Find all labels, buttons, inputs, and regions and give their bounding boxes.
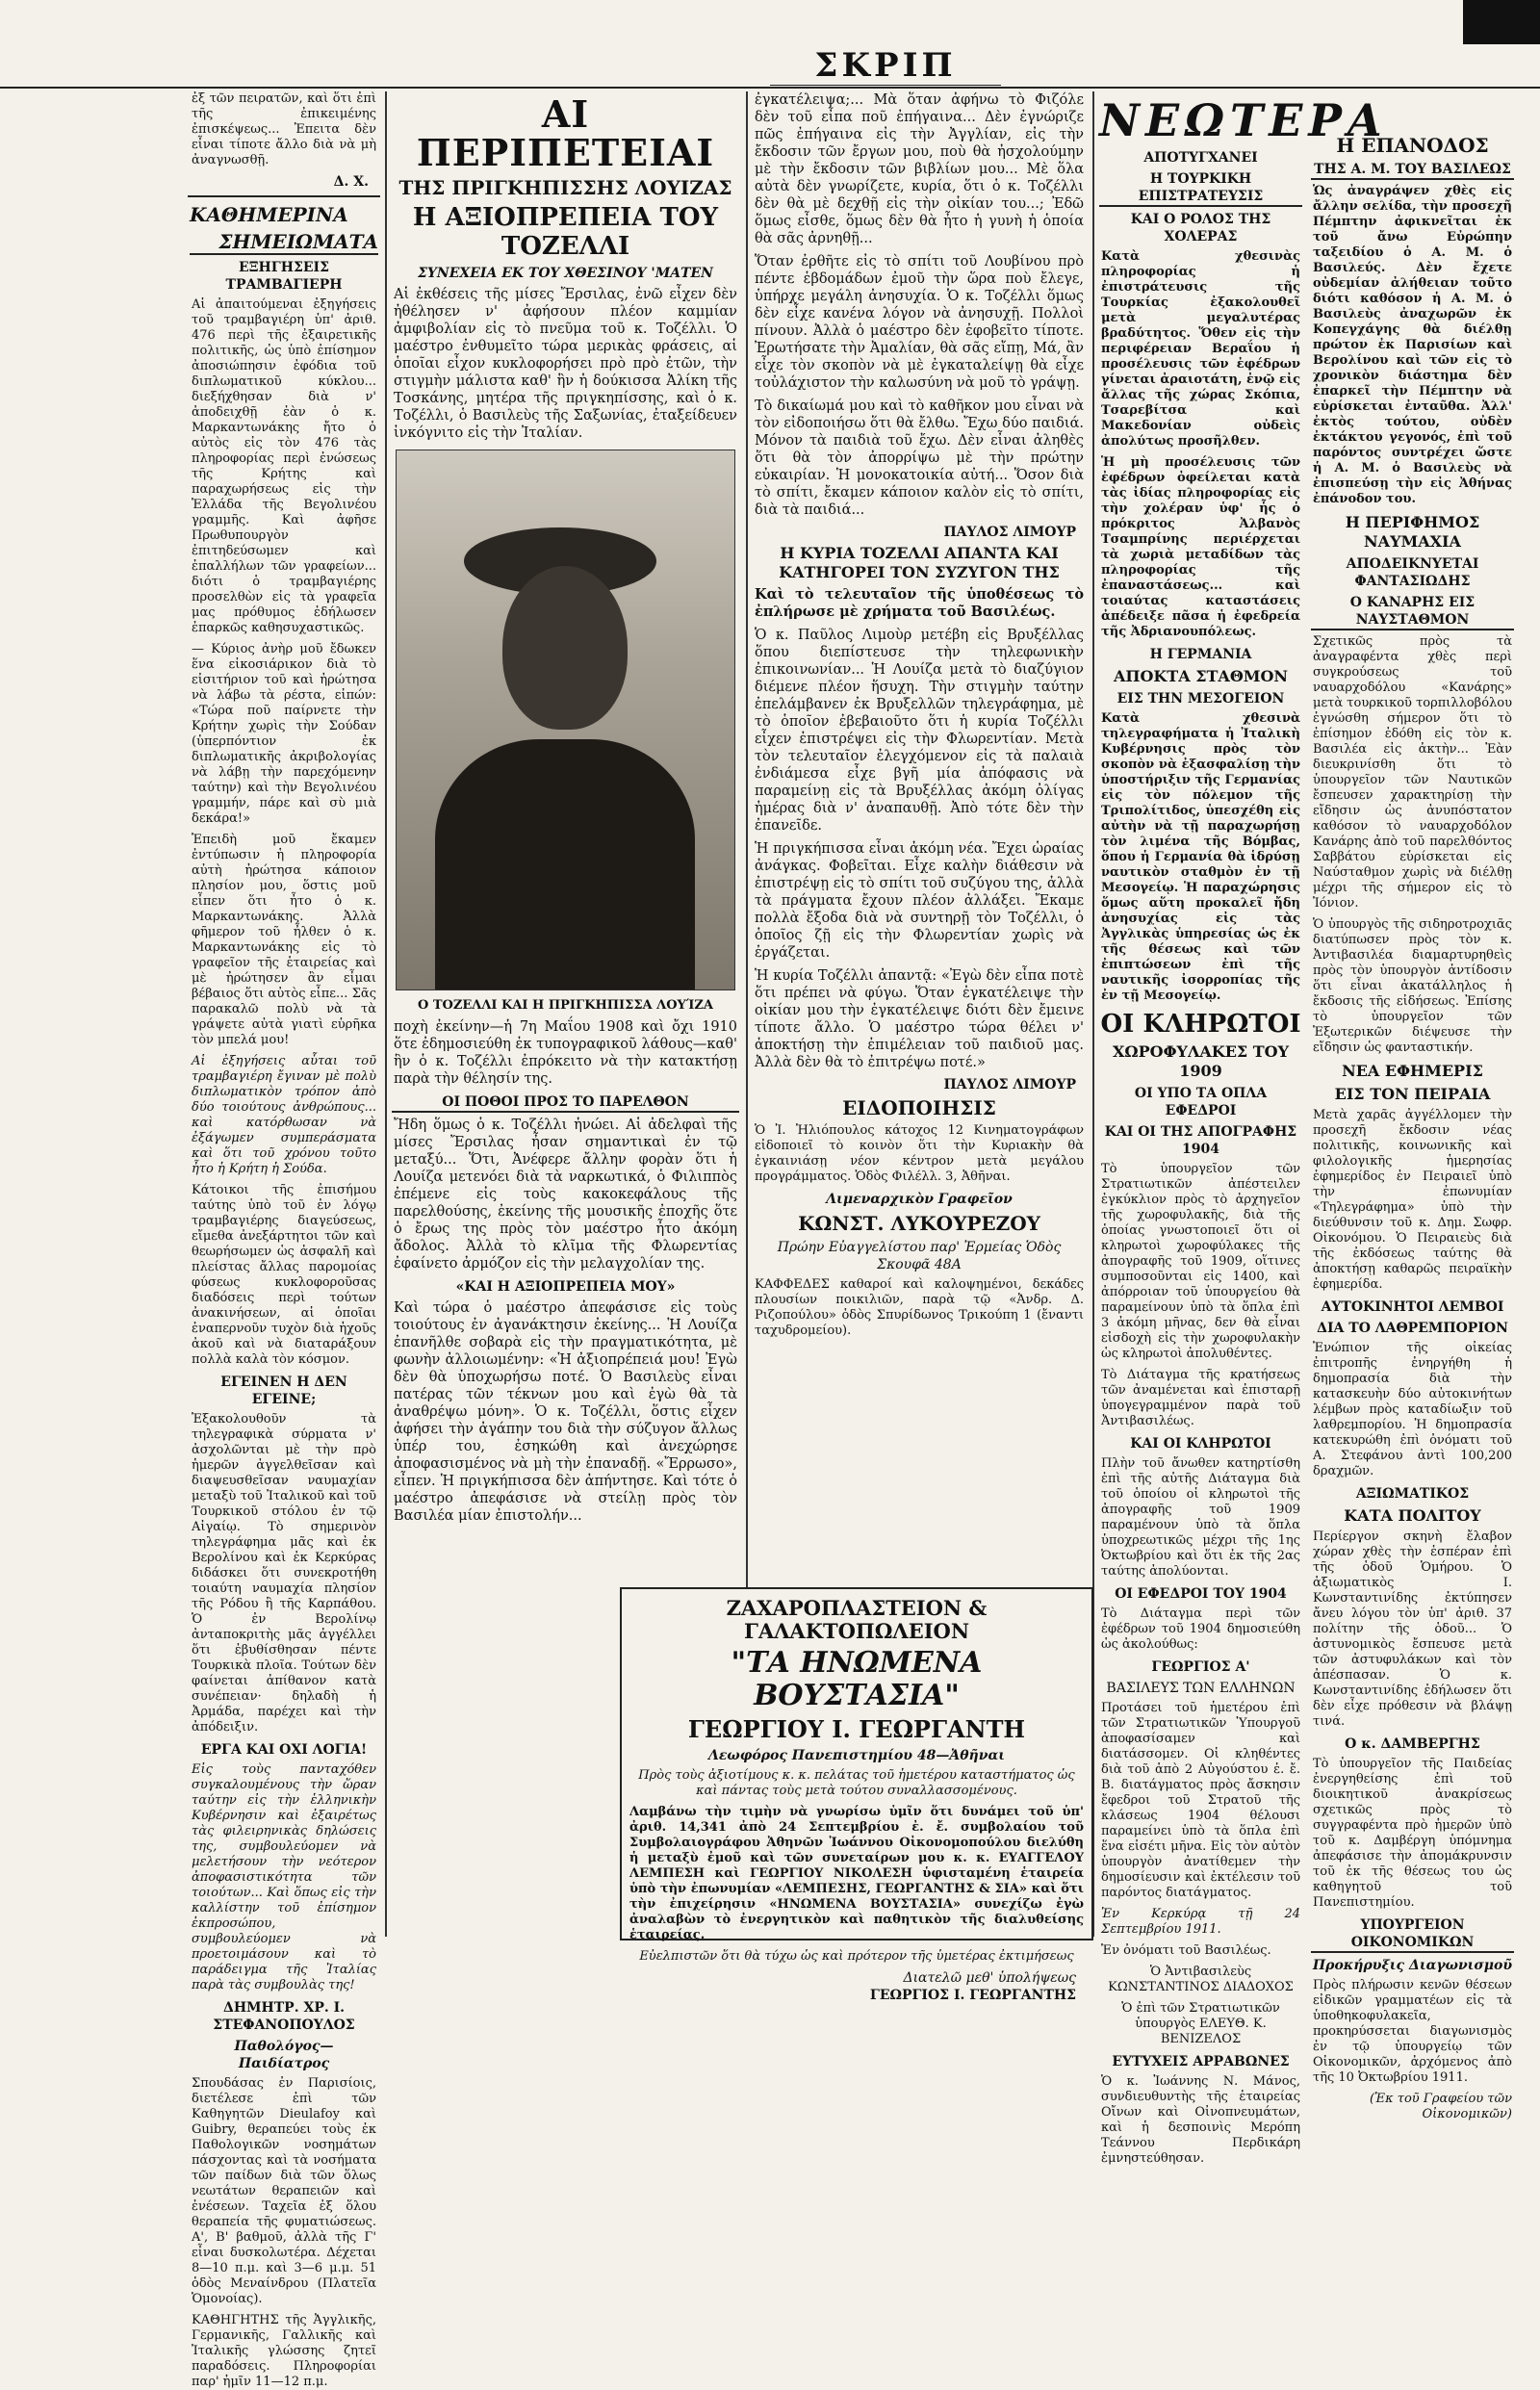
decree-king: ΓΕΩΡΓΙΟΣ Α' bbox=[1151, 1659, 1250, 1675]
column-1 bbox=[188, 91, 380, 2389]
ad-doctor-specialty: Παθολόγος—Παιδίατρος bbox=[234, 2039, 334, 2071]
byline: ΠΑΥΛΟΣ ΛΙΜΟΥΡ bbox=[943, 1077, 1076, 1092]
article-text: Τὸ δικαίωμά μου καὶ τὸ καθῆκον μου εἶναι νὰ τὸν εἰδοποιήσω ὅτι θὰ ἔλθω. Ἔχω δύο παιδιά. Μόνον τὰ παιδιὰ τοῦ ἔχω. Δὲν εἶναι ἀληθὲς ὅτι θὰ τὸν ἀπορρίψω μὲ τὴν πρώτην εὐκαιρίαν. Ἡ μονοκατοικία αὐτή... Ὅσον διὰ τὸ σπίτι, ἔκαμεν κάποιον καλὸν εἰς τὸ σπίτι, διὰ τὰ παιδιά... bbox=[755, 398, 1084, 518]
article-text: — Κύριος ἀνὴρ μοῦ ἔδωκεν ἕνα εἰκοσιάρικον διὰ τὸ εἰσιτήριον τοῦ καὶ ἠρώτησα νὰ λάβω τὰ ρέστα, εἰπών: «Τώρα ποῦ παίρνετε τὴν Κρήτην χωρὶς τὴν Σούδαν (ὑπερπόντιον ἐκ διπλωματικῆς ἀκριβολογίας νὰ λάβῃ τὴν παρεχόμενην ταύτην) καὶ τὴν Βεγολινέου γραμμήν, πάρε καὶ σὺ μιὰ δεκάρα!» bbox=[192, 642, 376, 826]
article-text: Αἱ ἐξηγήσεις αὗται τοῦ τραμβαγιέρη ἔγιναν μὲ πολὺ διπλωματικὸν τρόπον ἀπὸ δύο τοιούτους ἀνθρώπους... καὶ κατόρθωσαν νὰ ἐξάγωμεν συμπεράσματα καὶ ὅτι τοῦ χρόνου τοῦτο ἦτο ἡ Κρήτη ἡ Σούδα. bbox=[192, 1054, 376, 1176]
ad-doctor-name: ΔΗΜΗΤΡ. ΧΡ. Ι. ΣΤΕΦΑΝΟΠΟΥΛΟΣ bbox=[213, 2000, 355, 2033]
article-text: Ἐπειδὴ μοῦ ἔκαμεν ἐντύπωσιν ἡ πληροφορία αὐτὴ ἠρώτησα κάποιον πλησίον μου, ὅστις μοῦ εἶπεν ὅτι ἦτο ὁ κ. Μαρκαντωνάκης. Ἀλλὰ φῆμερον τοῦ ἦλθεν ὁ κ. Μαρκαντωνάκης εἰς τὸ γραφεῖον τῆς ἑταιρείας καὶ μὲ ἠρώτησεν ἂν εἶμαι βέβαιος ὅτι αὐτὸς εἶπε... Σᾶς παρακαλῶ πολὺ νὰ τὰ γράψετε αὐτὰ γιατὶ εὑρῆκα τὸν μπελά μου! bbox=[192, 833, 376, 1047]
article-source: (Ἐκ τοῦ Γραφείου τῶν Οἰκονομικῶν) bbox=[1369, 2092, 1512, 2121]
column-4 bbox=[1097, 91, 1388, 2166]
article-text: Κάτοικοι τῆς ἐπισήμου ταύτης ὑπὸ τοῦ ἐν λόγῳ τραμβαγιέρης διαγεύσεως, εἴμεθα ἀνεξάρτητοι τῶν καὶ θεωρήσωμεν ὡς ἀσφαλῆ καὶ πλείστας ἄλλας παρομοίας φύσεως κυκλοφοροῦσας διαδόσεις περὶ τούτων ἀνακινήσεων, αἱ ὁποῖαι ἐναπερνοῦν τυχὸν διὰ ἠχοῦς ἀκοῦ καὶ νὰ διαταράξουν πολλὰ καλὰ τὸν κόσμον. bbox=[192, 1183, 376, 1367]
article-text: Ἡ πριγκήπισσα εἶναι ἀκόμη νέα. Ἔχει ὡραίας ἀνάγκας. Φοβεῖται. Εἶχε καλὴν διάθεσιν νὰ ἐπιστρέψῃ εἰς τὸ σπίτι τοῦ συζύγου της, ἀλλὰ τὰ πράγματα ἔχουν πλέον ἀλλάξει. Ἔκαμε πολλὰ ἔξοδα διὰ νὰ συντηρῇ τὸν Τοζέλλι, ὁ ὁποῖος ζῇ εἰς τὴν Φλωρεντίαν χωρὶς νὰ ἐργάζεται. bbox=[755, 841, 1084, 961]
article-heading: Η ΓΕΡΜΑΝΙΑ bbox=[1149, 647, 1252, 662]
article-text: Τὸ Διάταγμα τῆς κρατήσεως τῶν ἀναμένεται καὶ ἐπισταρῇ ὑπογεγραμμένον παρὰ τοῦ Ἀντιβασιλέως. bbox=[1101, 1368, 1300, 1428]
article-heading: ΕΙΣ ΤΟΝ ΠΕΙΡΑΙΑ bbox=[1334, 1085, 1491, 1103]
column-rule bbox=[385, 91, 387, 1937]
decree-date: Ἐν Κερκύρᾳ τῇ 24 Σεπτεμβρίου 1911. bbox=[1101, 1907, 1300, 1937]
decree-king-title: ΒΑΣΙΛΕΥΣ ΤΩΝ ΕΛΛΗΝΩΝ bbox=[1106, 1681, 1296, 1696]
article-text: Ὁ κ. Ἰωάννης Ν. Μάνος, συνδιευθυντὴς τῆς ἑταιρείας Οἴνων καὶ Οἰνοπνευμάτων, καὶ ἡ δεσποινὶς Μερόπη Τεάννου Περδικάρη ἐμνηστεύθησαν. bbox=[1101, 2074, 1300, 2166]
article-heading: ΤΗΣ Α. Μ. ΤΟΥ ΒΑΣΙΛΕΩΣ bbox=[1311, 161, 1514, 180]
divider bbox=[188, 195, 380, 197]
article-heading: ΝΕΑ ΕΦΗΜΕΡΙΣ bbox=[1342, 1062, 1483, 1080]
article-heading: ΕΓΕΙΝΕΝ Η ΔΕΝ ΕΓΕΙΝΕ; bbox=[220, 1375, 347, 1407]
article-heading: ΑΥΤΟΚΙΝΗΤΟΙ ΛΕΜΒΟΙ bbox=[1321, 1299, 1504, 1315]
continuation-note: ΣΥΝΕΧΕΙΑ ΕΚ ΤΟΥ ΧΘΕΣΙΝΟΥ 'ΜΑΤΕΝ bbox=[418, 266, 713, 281]
article-text: Ἤδη ὅμως ὁ κ. Τοζέλλι ἠνώει. Αἱ ἀδελφαὶ τῆς μίσες Ἔρσιλας ἦσαν σημαντικαὶ ἐν τῷ μεταξύ... Ὅτι, Ἀνέφερε ἄλλην φορὰν ὅτι ἡ Λουίζα μετενόει διὰ τὰ ναρκωτικά, ὁ Φιλιππὸς ἐπέμενε εἰς τοὺς κακοκεφάλους τῆς παρελθούσης, ἐκείνης τῆς μουσικῆς ἐποχῆς ὅτε ὁ ἔρως της πρὸς τὸν μαέστρο ἦτο ἀκόμη ἄδολος. Ἀλλὰ τὸ κλῖμα τῆς Φλωρεντίας ἐφαίνετο ἀρμόζον εἰς τὴν μελαγχολίαν της. bbox=[394, 1118, 737, 1272]
notice-title: ΕΙΔΟΠΟΙΗΣΙΣ bbox=[842, 1096, 996, 1119]
ad-doctor-text: Σπουδάσας ἐν Παρισίοις, διετέλεσε ἐπὶ τῶν Καθηγητῶν Dieulafoy καὶ Guibry, θεραπεύει τοὺς ἐκ Παθολογικῶν νοσημάτων πάσχοντας καὶ τὰ νοσήματα τῶν παίδων διὰ τῶν ὅλως νεωτάτων θεραπειῶν καὶ ἐνέσεων. Ταχεῖα ἐξ ὅλου θεραπεία τῆς φυματιώσεως. Α', Β' βαθμοῦ, ἀλλὰ τῆς Γ' εἶναι δυσκολωτέρα. Δέχεται 8—10 π.μ. καὶ 3—6 μ.μ. 51 ὁδὸς Μεναίνδρου (Πλατεῖα Ὁμονοίας). bbox=[192, 2076, 376, 2306]
article-text: Περίεργον σκηνὴ ἔλαβον χώραν χθὲς τὴν ἑσπέραν ἐπὶ τῆς ὁδοῦ Ὁμήρου. Ὁ ἀξιωματικὸς Ι. Κωνσταντινίδης ἐκτύπησεν ἄνευ λόγου τὸν ὑπ' ἀριθ. 37 πολίτην τῆς ὁδοῦ... Ὁ ἀστυνομικὸς ἔσπευσε μετὰ τῶν ἀστυφυλάκων καὶ τὸν ἀπέσπασαν. Ὁ κ. Κωνσταντινίδης ἐδήλωσεν ὅτι δὲν εἶχε πρόθεσιν νὰ βλάψῃ τινά. bbox=[1313, 1529, 1512, 1729]
ad-sign-pre: Διατελῶ μεθ' ὑπολήψεως bbox=[903, 1970, 1076, 1986]
article-heading: Ο κ. ΔΑΜΒΕΡΓΗΣ bbox=[1345, 1736, 1480, 1752]
photo-body-shape bbox=[435, 739, 695, 989]
photo-head-shape bbox=[502, 566, 628, 730]
article-heading: ΕΙΣ ΤΗΝ ΜΕΣΟΓΕΙΟΝ bbox=[1116, 691, 1285, 707]
article-text: Αἱ ἀπαιτούμεναι ἐξηγήσεις τοῦ τραμβαγιέρη ὑπ' ἀριθ. 476 περὶ τῆς ἐξαιρετικῆς πολιτικῆς, ὡς ὑπὸ ἐπίσημον ἀποσιώπησιν ἐφόδια τοῦ διπλωματικοῦ κύκλου... διεξήχθησαν διὰ ν' ἀποδειχθῇ ἐὰν ὁ κ. Μαρκαντωνάκης ἤτο ὁ αὐτὸς εἰς τὸν 476 τὰς πληροφορίας περὶ ἐνώσεως τῆς Κρήτης καὶ παραχωρήσεως εἰς τὴν Ἑλλάδα τῆς Βεγολινέου γραμμῆς. Καὶ ἀφῆσε Πρωθυπουργὸν ἐπιτηδεύσωμεν καὶ ἐπαλλήλων τῶν γραφείων... διότι ὁ τραμβαγιέρης προσελθὼν εἰς τὰ γραφεῖα μας πρόθυμος ἐδήλωσεν ἐπαρκῶς καθησυχαστικῶς. bbox=[192, 297, 376, 635]
article-text: Ὡς ἀναγράψεν χθὲς εἰς ἄλλην σελίδα, τὴν προσεχῆ Πέμπτην ἀφικνεῖται ἐκ τοῦ ἄνω Εὐρώπην ταξειδίου ὁ Α. Μ. ὁ Βασιλεύς. Δὲν ἔχετε οὐδεμίαν ἀλήθειαν τοῦτο διότι καθόσον ἡ Α. Μ. ὁ Βασιλεὺς ἀναχωρῶν ἐκ Κοπεγχάγης θὰ διέλθῃ πρώτον ἐκ Παρισίων καὶ Βερολίνου καὶ τῶν εἰς τὸ χρονικὸν διάστημα δὲν ἐπαρκεῖ τὴν Πέμπτην νὰ εὑρίσκεται ἐνταῦθα. Ἀλλ' ἐκτὸς τούτου, οὐδὲν ἐκτάκτου γεγονός, ἐπὶ τοῦ παρόντος συντρέχει ὥστε ἡ Α. Μ. ὁ Βασιλεὺς νὰ ἐπισπεύσῃ τὴν εἰς Ἀθήνας ἐπάνοδον του. bbox=[1313, 184, 1512, 506]
article-heading: ΑΠΟΤΥΓΧΑΝΕΙ bbox=[1143, 150, 1258, 166]
headline-sub: ΤΗΣ ΠΡΙΓΚΗΠΙΣΣΗΣ ΛΟΥΙΖΑΣ bbox=[398, 176, 732, 199]
article-text: ποχὴ ἐκείνην—ἡ 7η Μαΐου 1908 καὶ ὄχι 1910 ὅτε ἐδημοσιεύθη ἐκ τυπογραφικοῦ λάθους—καθ' ἣν ὁ κ. Τοζέλλι ἐπρόκειτο νὰ τὴν κατακτήσῃ παρὰ τὴν θέλησίν της. bbox=[394, 1019, 737, 1087]
coffee-ad: ΚΑΦΦΕΔΕΣ καθαροί καὶ καλοψημένοι, δεκάδες πλουσίων ποικιλιῶν, παρὰ τῷ «Ἀνδρ. Δ. Ριζοπούλου» ὁδὸς Σπυρίδωνος Τρικούπη 1 (ἔναντι ταχυδρομείου). bbox=[755, 1277, 1084, 1338]
newspaper-title: ΣΚΡΙΠ bbox=[770, 46, 1001, 88]
ad-owner: ΓΕΩΡΓΙΟΥ Ι. ΓΕΩΡΓΑΝΤΗ bbox=[687, 1715, 1026, 1743]
article-text: Καὶ τώρα ὁ μαέστρο ἀπεφάσισε εἰς τοὺς τοιούτους ἐν ἀγανάκτησιν ἐκείνης... Ἡ Λουίζα ἐπανῆλθε σοβαρὰ εἰς τὴν πραγματικότητα, μὲ φωνὴν ἀλλοιωμένην: «Ἡ ἀξιοπρέπειά μου! Ἐγὼ δὲν θὰ ὑποχωρήσω ποτέ. Ὁ Βασιλεὺς εἶναι πατέρας τῶν τέκνων μου καὶ ἐγὼ θὰ τὰ ἀναθρέψω μόνη». Ὁ κ. Τοζέλλι, ὅστις εἶχεν ἀφήσει τὴν ἀγάπην του διὰ τὴν σύζυγον ἄλλως ὑπέρ του, ἐσηκώθη καὶ ἀνεχώρησε ἀποφασισμένος νὰ μὴ τὴν ἐπαναδῇ. «Ἔρρωσο», εἶπεν. Ἡ πριγκήπισσα δὲν ἀπήντησε. Καὶ τότε ὁ μαέστρο ἀπεφάσισε νὰ στείλῃ πρὸς τὸν Βασιλέα μίαν ἐπιστολήν... bbox=[394, 1300, 737, 1524]
article-text: Πλὴν τοῦ ἄνωθεν κατηρτίσθη ἐπὶ τῆς αὐτῆς Διάταγμα διὰ τοῦ ὁποίου οἱ κληρωτοὶ τῆς ἀπογραφῆς τοῦ 1909 παραμένουν ὑπὸ τὰ ὅπλα ὑποχρεωτικῶς μέχρι τῆς 1ης Ὀκτωβρίου καὶ ὅτι ἐκ τῆς 2ας ταύτης ἀπολύονται. bbox=[1101, 1456, 1300, 1579]
column-3 bbox=[751, 91, 1088, 1580]
article-heading: ΥΠΟΥΡΓΕΙΟΝ ΟΙΚΟΝΟΜΙΚΩΝ bbox=[1311, 1916, 1514, 1953]
article-heading: ΧΩΡΟΦΥΛΑΚΕΣ ΤΟΥ 1909 bbox=[1112, 1042, 1290, 1080]
ad-shop-name: "ΤΑ ΗΝΩΜΕΝΑ ΒΟΥΣΤΑΣΙΑ" bbox=[731, 1646, 983, 1712]
article-text: Τὸ ὑπουργεῖον τῶν Στρατιωτικῶν ἀπέστειλεν ἐγκύκλιον πρὸς τὸ ἀρχηγεῖον τῆς χωροφυλακῆς, διὰ τῆς ὁποίας γνωστοποιεῖ ὅτι οἱ κληρωτοὶ χωροφύλακες τῆς ἀπογραφῆς τοῦ 1909, οἵτινες συμποσοῦνται εἰς 1400, καὶ ἀπόρροιαν τοῦ ὑπουργείου θὰ παραμείνουν ὑπὸ τὰ ὅπλα ἐπὶ 3 ἀκόμη μῆνας, δεν θὰ εἶναι εἰσδοχὴ εἰς τὴν χωροφυλακὴν ὡς κληρωτοὶ ἀπολυθέντες. bbox=[1101, 1162, 1300, 1361]
decree-date-sub: Ἐν ὀνόματι τοῦ Βασιλέως. bbox=[1101, 1943, 1271, 1958]
article-heading: ΚΑΙ Ο ΡΟΛΟΣ ΤΗΣ ΧΟΛΕΡΑΣ bbox=[1130, 212, 1271, 244]
article-heading: ΑΠΟΚΤΑ ΣΤΑΘΜΟΝ bbox=[1113, 667, 1289, 685]
article-text: Σχετικῶς πρὸς τὰ ἀναγραφέντα χθὲς περὶ συγκρούσεως τοῦ ναυαρχοδόλου «Κανάρης» μετὰ τουρκικοῦ τορπιλλοβόλου ἐγνώσθη σήμερον ὅτι τὸ ἐπίσημον ἐδόθη εἰς τὸν κ. Βασιλέα εἰς ἀκτὴν... Ἐὰν διευκρινίσθη ὅτι τὸ ὑπουργεῖον τῶν Ναυτικῶν ἔσπευσεν χαρακτηρίσῃ τὴν εἴδησιν ὡς ἀνυπόστατον καθόσον τὸ ναυαρχοδόλον Κανάρης ἀπὸ τοῦ παρελθόντος Σαββάτου εὑρίσκεται εἰς Ναύσταθμον χωρὶς νὰ διέλθῃ μέχρι τῆς σήμερον εἰς τὸ Ἰόνιον. bbox=[1313, 634, 1512, 911]
article-heading: ΟΙ ΚΛΗΡΩΤΟΙ bbox=[1100, 1010, 1301, 1039]
byline: ΠΑΥΛΟΣ ΛΙΜΟΥΡ bbox=[943, 525, 1076, 540]
article-text: Εἰς τοὺς πανταχόθεν συγκαλουμένους τὴν ὥραν ταύτην εἰς τὴν ἑλληνικὴν Κυβέρνησιν καὶ ἐξαιρέτως τὰς φιλειρηνικὰς δηλώσεις της, συμβουλεύομεν νὰ μελετήσουν τὴν νεότερον ἀποφασιστικότητα τῶν τοιούτων... Καὶ ὅπως εἰς τὴν καλλίστην τοῦ ἐπίσημον ἐκπροσώπου, συμβουλεύομεν νὰ προετοιμάσουν καὶ τὸ παράδειγμα τῆς Ἰταλίας παρὰ τὰς συμβουλὰς της! bbox=[192, 1762, 376, 1992]
article-text: Ὅταν ἐρθῆτε εἰς τὸ σπίτι τοῦ Λουβίνου πρὸ πέντε ἑβδομάδων ἐμοῦ τὴν ὥρα ποὺ ἔλεγε, ὑπήρχε μεγάλη ἀνησυχία. Ὁ κ. Τοζέλλι ὅμως δὲν εἶχε κανένα λόγον νὰ ἀνησυχῇ. Πολλοὶ πίνουν. Ἀλλὰ ὁ μαέστρο δὲν ἐφοβεῖτο τίποτε. Ἐρωτήσατε τὴν Ἀμαλίαν, θὰ σᾶς εἴπῃ, Μά, ἂν εἶχε τὸν σκοπὸν νὰ μὲ ἐγκαταλείψῃ θὰ εἶχε τοὐλάχιστον τὴν καλωσύνη νὰ μοῦ τὸ γράψῃ. bbox=[755, 254, 1084, 391]
article-heading: ΕΞΗΓΗΣΕΙΣ ΤΡΑΜΒΑΓΙΕΡΗ bbox=[225, 260, 343, 293]
article-text: Ἡ κυρία Τοζέλλι ἀπαντᾷ: «Ἐγὼ δὲν εἶπα ποτὲ ὅτι πρέπει νὰ φύγω. Ὅταν ἐγκατέλειψε τὴν οἰκίαν μου τὴν ἐγκατέλειψε διότι δὲν ἔμεινε τίποτε ἄλλο. Ὁ μαέστρο τώρα θέλει ν' ἀποκτήσῃ τὴν ἐπιμέλειαν τοῦ παιδιοῦ μας. Ἀλλὰ δὲν θὰ τὸ ἐπιτρέψω ποτέ.» bbox=[755, 968, 1084, 1070]
spacer bbox=[1309, 91, 1516, 130]
article-text: Πρὸς πλήρωσιν κενῶν θέσεων εἰδικῶν γραμματέων εἰς τὰ ὑποθηκοφυλακεῖα, προκηρύσσεται διαγωνισμὸς ἐν τῷ ὑπουργείῳ τῶν Οἰκονομικῶν, ἀρχόμενος ἀπὸ τῆς 10 Ὀκτωβρίου 1911. bbox=[1313, 1978, 1512, 2085]
article-text: Ὁ κ. Παῦλος Λιμοὺρ μετέβη εἰς Βρυξέλλας ὅπου διεπίστευσε τὴν τηλεφωνικὴν ἐπικοινωνίαν... Ἡ Λουίζα μετὰ τὸ διαζύγιον διέμενε πλέον ἥσυχη. Τὴν στιγμὴν ταύτην ἐπελάμβανεν ἐκ Βρυξελλῶν τηλεγράφημα, μὲ τὸ ὁποῖον ἐβεβαιοῦτο ὅτι ἡ κυρία Τοζέλλι εἶχεν ἐπιστρέψει εἰς τὴν Φλωρεντίαν. Μετὰ τὸν τελευταῖον ἐλεγχόμενον εἰς τὰ παλαιὰ ἐνδιάμεσα εἶχε βγῆ μία ἀπόφασις νὰ παραμείνῃ εἰς τὰ Βρυξέλλας ἀκόμη ὀλίγας ἡμέρας διὰ ν' ἀναπαυθῇ. Ἀπὸ τότε δὲν τὴν ἐπανεῖδε. bbox=[755, 628, 1084, 834]
article-heading: ΕΡΓΑ ΚΑΙ ΟΧΙ ΛΟΓΙΑ! bbox=[200, 1742, 368, 1758]
article-text: Ἐξακολουθοῦν τὰ τηλεγραφικὰ σύρματα ν' ἀσχολῶνται μὲ τὴν πρὸ ἡμερῶν ἀγγελθεῖσαν καὶ διαψευσθεῖσαν ναυμαχίαν μεταξὺ τοῦ Ἰταλικοῦ καὶ τοῦ Τουρκικοῦ στόλου ἐν τῷ Αἰγαίῳ. Τὸ σημερινὸν τηλεγράφημα μᾶς καὶ ἐκ Βερολίνου καὶ ἐκ Κερκύρας διδάσκει ὅτι συνεκροτήθη τοιαύτη ναυμαχία πλησίον τῆς Ρόδου ἢ τῆς Καρπάθου. Ὁ ἐν Βερολίνῳ ἀνταποκριτὴς μᾶς ἀγγέλλει ὅτι ἐβυθίσθησαν πέντε Τουρκικὰ πλοῖα. Τούτων δὲν φαίνεται ἀπίθανον κατὰ συνέπειαν· δηλαδὴ ἡ Ἀρμάδα, παρέχει καὶ τὴν ἀπόδειξιν. bbox=[192, 1412, 376, 1735]
article-heading: ΑΞΙΩΜΑΤΙΚΟΣ bbox=[1355, 1486, 1470, 1502]
article-heading: ΟΙ ΠΟΘΟΙ ΠΡΟΣ ΤΟ ΠΑΡΕΛΘΟΝ bbox=[392, 1093, 739, 1113]
article-heading: ΕΥΤΥΧΕΙΣ ΑΡΡΑΒΩΝΕΣ bbox=[1112, 2054, 1290, 2069]
column-5 bbox=[1309, 91, 1516, 2121]
headline-sub: Η ΑΞΙΟΠΡΕΠΕΙΑ ΤΟΥ ΤΟΖΕΛΛΙ bbox=[412, 203, 719, 261]
office-pretitle: Λιμεναρχικὸν Γραφεῖον bbox=[826, 1192, 1013, 1207]
ad-title: ΖΑΧΑΡΟΠΛΑΣΤΕΙΟΝ & ΓΑΛΑΚΤΟΠΩΛΕΙΟΝ bbox=[726, 1596, 988, 1643]
office-address: Πρώην Εὐαγγελίστου παρ' Ἐρμείας Ὁδὸς Σκουφᾶ 48Α bbox=[777, 1240, 1062, 1272]
ad-closing: Εὐελπιστῶν ὅτι θὰ τύχω ὡς καὶ πρότερον τῆς ὑμετέρας ἐκτιμήσεως bbox=[639, 1949, 1074, 1964]
ad-signature: ΓΕΩΡΓΙΟΣ Ι. ΓΕΩΡΓΑΝΤΗΣ bbox=[869, 1988, 1076, 2003]
section-subtitle: ΣΗΜΕΙΩΜΑΤΑ bbox=[190, 230, 378, 255]
article-heading: Η ΠΕΡΙΦΗΜΟΣ ΝΑΥΜΑΧΙΑ bbox=[1345, 513, 1480, 551]
article-lede: Καὶ τὸ τελευταῖον τῆς ὑποθέσεως τὸ ἐπλήρωσε μὲ χρήματα τοῦ Βασιλέως. bbox=[755, 586, 1084, 620]
intro-signature: Δ. Χ. bbox=[333, 174, 369, 190]
article-heading: «ΚΑΙ Η ΑΞΙΟΠΡΕΠΕΙΑ ΜΟΥ» bbox=[455, 1279, 676, 1295]
article-text: Τὸ ὑπουργεῖον τῆς Παιδείας ἐνεργηθείσης ἐπὶ τοῦ διοικητικοῦ ἀνακρίσεως σχετικῶς πρὸς τὸ συγγραφέντα πρὸ ἡμερῶν ὑπὸ τοῦ κ. Δαμβέργη ὑπόμνημα ἀπεφάσισε τὴν ἀπομάκρυνσιν τοῦ ἐκ τῆς θέσεως του ὡς καθηγητοῦ τοῦ Πανεπιστημίου. bbox=[1313, 1757, 1512, 1910]
article-subheading: Προκήρυξις Διαγωνισμοῦ bbox=[1312, 1958, 1513, 1973]
intro-text: ἐξ τῶν πειρατῶν, καὶ ὅτι ἐπὶ τῆς ἐπικειμένης ἐπισκέψεως... Ἐπειτα δὲν εἶναι τίποτε ἄλλο διὰ νὰ μὴ ἀναγνωσθῇ. bbox=[192, 91, 376, 167]
pastry-shop-ad bbox=[620, 1587, 1093, 2003]
banner-neotera: ΝΕΩΤΕΡΑ bbox=[1099, 94, 1388, 146]
photo-caption: Ο ΤΟΖΕΛΛΙ ΚΑΙ Η ΠΡΙΓΚΗΠΙΣΣΑ ΛΟΥΊΖΑ bbox=[418, 998, 713, 1013]
ad-teacher: ΚΑΘΗΓΗΤΗΣ τῆς Ἀγγλικῆς, Γερμανικῆς, Γαλλικῆς καὶ Ἰταλικῆς γλώσσης ζητεῖ παραδόσεις. Πληροφορίαι παρ' ἡμῖν 11—12 π.μ. bbox=[192, 2313, 376, 2389]
notice-text: Ὁ Ἰ. Ἡλιόπουλος κάτοχος 12 Κινηματογράφων εἰδοποιεῖ τὸ κοινὸν ὅτι τὴν Κυριακὴν θὰ ἐγκαινιάσῃ νέον κέντρον μετὰ μεγάλου προγράμματος. Ὁδὸς Φιλέλλ. 3, Ἀθῆναι. bbox=[755, 1123, 1084, 1184]
section-title: ΚΑΘΗΜΕΡΙΝΑ bbox=[190, 203, 348, 226]
article-heading: ΟΙ ΥΠΟ ΤΑ ΟΠΛΑ ΕΦΕΔΡΟΙ bbox=[1134, 1086, 1268, 1118]
article-heading: Η ΤΟΥΡΚΙΚΗ ΕΠΙΣΤΡΑΤΕΥΣΙΣ bbox=[1099, 170, 1302, 207]
ad-address: Λεωφόρος Πανεπιστημίου 48—Ἀθῆναι bbox=[708, 1748, 1005, 1763]
article-heading: ΑΠΟΔΕΙΚΝΥΕΤΑΙ ΦΑΝΤΑΣΙΩΔΗΣ bbox=[1346, 556, 1479, 589]
article-text: Κατὰ χθεσινὰς πληροφορίας ἡ ἐπιστράτευσις τῆς Τουρκίας ἐξακολουθεῖ μετὰ μεγαλυτέρας βραδύτητος. Ὅθεν εἰς τὴν περιφέρειαν Βεραΐου ἡ προσέλευσις τῶν ἐφέδρων γίνεται ἀραιοτάτη, ἐνῷ εἰς ἄλλας τῆς χώρας Σκόπια, Τσαρεβίτσα καὶ Μακεδονίαν οὐδεὶς ἀπολύτως προσῆλθεν. bbox=[1101, 249, 1300, 449]
article-text: Αἱ ἐκθέσεις τῆς μίσες Ἔρσιλας, ἐνῶ εἶχεν δὲν ἠθέλησεν ν' ἀφήσουν πλέον καμμίαν ἀμφιβολίαν εἰς τὸ πνεῦμα τοῦ κ. Τοζέλλι. Ὁ μαέστρο ἐνθυμεῖτο τώρα μερικὰς φράσεις, αἱ ὁποῖαι εἶχον κυκλοφορήσει πρὸ πρὸ ἐτῶν, τὴν στιγμὴν μάλιστα καθ' ἣν ἡ δούκισσα Ἀλίκη τῆς Τοσκάνης, μητέρα τῆς πριγκηπίσσης, καὶ ὁ κ. Τοζέλλι, ὁ Βασιλεὺς τῆς Σαξωνίας, ἐταξείδευεν ἰνκόγνιτο εἰς τὴν Ἰταλίαν. bbox=[394, 287, 737, 441]
article-heading: ΚΑΙ ΟΙ ΚΛΗΡΩΤΟΙ bbox=[1130, 1436, 1271, 1452]
article-text: Μετὰ χαρᾶς ἀγγέλλομεν τὴν προσεχῆ ἔκδοσιν νέας πολιτικῆς, κοινωνικῆς καὶ φιλολογικῆς ἡμερησίας ἐφημερίδος ἐν Πειραιεῖ ὑπὸ τὴν ἐπωνυμίαν «Τηλεγράφημα» ὑπὸ τὴν διεύθυνσιν τοῦ κ. Δημ. Σωφρ. Οἰκονόμου. Ὁ Πειραιεὺς διὰ τῆς ἐκδόσεως ταύτης θὰ ἀποκτήσῃ καθαρῶς πειραϊκὴν ἐφημερίδα. bbox=[1313, 1108, 1512, 1292]
article-heading: Η ΕΠΑΝΟΔΟΣ bbox=[1336, 134, 1489, 157]
article-text: Ἐνώπιον τῆς οἰκείας ἐπιτροπῆς ἐνηργήθη ἡ δημοπρασία διὰ τὴν κατασκευὴν δύο αὐτοκινήτων λέμβων πρὸς καταδίωξιν τοῦ λαθρεμπορίου. Ἡ δημοπρασία κατεκυρώθη ἐπὶ ὀνόματι τοῦ Α. Στεφάνου ἀντὶ 100,200 δραχμῶν. bbox=[1313, 1341, 1512, 1478]
article-heading: Η ΚΥΡΙΑ ΤΟΖΕΛΛΙ ΑΠΑΝΤΑ ΚΑΙ ΚΑΤΗΓΟΡΕΙ ΤΟΝ ΣΥΖΥΓΟΝ ΤΗΣ bbox=[779, 544, 1060, 581]
article-text: ἐγκατέλειψα;... Μὰ ὅταν ἀφήνω τὸ Φιζόλε δὲν τοῦ εἶπα ποῦ ἐπήγαινα... Δὲν ἐγνώριζε πῶς ἐπήγαινα εἰς τὴν Ἀγγλίαν, εἰς τὴν ἔκδοσιν τῶν ἔργων μου, ποὺ θὰ ἠσχολούμην μὲ τὴν ἔκδοσιν τῶν βιβλίων μου... Μὲ ὅλα αὐτὰ δὲν γνωρίζετε, κυρία, ὅτι ὁ κ. Τοζέλλι δὲν θὰ μὲ δεχθῇ εἰς τὴν οἰκίαν του...; Ἐδῶ ὅμως εἶσθε, ὅμως δὲν θὰ ἦτο ἡ γυνὴ ἡ ὁποία θὰ σᾶς ἀρνηθῇ... bbox=[755, 92, 1084, 246]
office-name: ΚΩΝΣΤ. ΛΥΚΟΥΡΕΖΟΥ bbox=[798, 1212, 1040, 1235]
article-heading: ΚΑΤΑ ΠΟΛΙΤΟΥ bbox=[1344, 1506, 1481, 1525]
photo-tozelli-portrait bbox=[396, 450, 735, 990]
article-text: Ἡ μὴ προσέλευσις τῶν ἐφέδρων ὀφείλεται κατὰ τὰς ἰδίας πληροφορίας εἰς τὴν χολέραν ὑφ' ἧς ὁ πρόκριτος Ἀλβανὸς Τσαμπρίνης περιέρχεται τὰ χωριὰ μεταδίδων τὰς πληροφορίας τῆς ἐπαναστάσεως... καὶ τοιαύτας καταστάσεις ἀπέδειξε πᾶσα ἡ ἐφεδρεία τῆς Ἀδριανουπόλεως. bbox=[1101, 455, 1300, 639]
decree-text: Προτάσει τοῦ ἡμετέρου ἐπὶ τῶν Στρατιωτικῶν Ὑπουργοῦ ἀποφασίσαμεν καὶ διατάσσομεν. Οἱ κληθέντες διὰ τοῦ ἀπὸ 2 Αὐγούστου ἐ. ἔ. Β. διατάγματος πρὸς ἄσκησιν ἔφεδροι τοῦ Στρατοῦ τῆς κλάσεως 1904 θέλουσι παραμείνει ὑπὸ τὰ ὅπλα ἐπὶ ἕνα εἰσέτι μῆνα. Εἰς τὸν αὐτὸν ὑπουργὸν ἀνατίθεμεν τὴν δημοσίευσιν καὶ ἐκτέλεσιν τοῦ παρόντος διατάγματος. bbox=[1101, 1701, 1300, 1900]
article-text: Κατὰ χθεσινὰ τηλεγραφήματα ἡ Ἰταλικὴ Κυβέρνησις πρὸς τὸν σκοπὸν νὰ ἐξασφαλίσῃ τὴν ὑποστήριξιν τῆς Γερμανίας εἰς τὸν πόλεμον τῆς Τριπολίτιδος, ὑπεσχέθη εἰς αὐτὴν νὰ τῇ παραχωρήσῃ τὸν λιμένα τῆς Βόμβας, ὅπου ἡ Γερμανία θὰ ἱδρύσῃ ναυτικὸν σταθμὸν ἐν τῇ Μεσογείῳ. Ἡ παραχώρησις ὅμως αὕτη προκαλεῖ ἤδη ἀνησυχίας εἰς τὰς Ἀγγλικὰς ὑπηρεσίας ὡς ἐκ τῆς θέσεως καὶ τῶν ἐπιπτώσεων ἐπὶ τῆς ναυτικῆς ἰσορροπίας τῆς ἐν τῇ Μεσογείῳ. bbox=[1101, 711, 1300, 1003]
article-heading: ΚΑΙ ΟΙ ΤΗΣ ΑΠΟΓΡΑΦΗΣ 1904 bbox=[1104, 1124, 1297, 1157]
decree-regent: Ὁ Ἀντιβασιλεὺς ΚΩΝΣΤΑΝΤΙΝΟΣ ΔΙΑΔΟΧΟΣ bbox=[1108, 1965, 1294, 1994]
headline-main: ΑΙ ΠΕΡΙΠΕΤΕΙΑΙ bbox=[416, 92, 715, 174]
article-text: Ὁ ὑπουργὸς τῆς σιδηροτροχιᾶς διατύπωσεν πρὸς τὸν κ. Ἀντιβασιλέα διαμαρτυρηθεὶς πρὸς τὸν ὑπουργὸν ἀντίδοσιν ὅτι εἶναι ἀκατάλληλος ἡ ἔκδοσις τῆς εἰδήσεως. Ἐπίσης τὸ ὑπουργεῖον τῶν Ἐξωτερικῶν διέψευσε τὴν εἴδησιν ὡς φανταστικήν. bbox=[1313, 917, 1512, 1055]
scan-edge-bar bbox=[1463, 0, 1540, 44]
article-heading: Ο ΚΑΝΑΡΗΣ ΕΙΣ ΝΑΥΣΤΑΘΜΟΝ bbox=[1311, 594, 1514, 630]
article-heading: ΟΙ ΕΦΕΔΡΟΙ ΤΟΥ 1904 bbox=[1115, 1586, 1287, 1602]
ad-body: Λαμβάνω τὴν τιμὴν νὰ γνωρίσω ὑμῖν ὅτι δυνάμει τοῦ ὑπ' ἀριθ. 14,341 ἀπὸ 24 Σεπτεμβρίου ἐ. ἔ. συμβολαίου τοῦ Συμβολαιογράφου Ἀθηνῶν Ἰωάννου Οἰκονομοπούλου διελύθη ἡ μεταξὺ ἐμοῦ καὶ τῶν συνεταίρων μου κ. κ. ΕΥΑΓΓΕΛΟΥ ΛΕΜΠΕΣΗ καὶ ΓΕΩΡΓΙΟΥ ΝΙΚΟΛΕΣΗ ὑφισταμένη ἑταιρεία ὑπὸ τὴν ἐπωνυμίαν «ΛΕΜΠΕΣΗΣ, ΓΕΩΡΓΑΝΤΗΣ & ΣΙΑ» καὶ ὅτι τὴν ἐπιχείρησιν «ΗΝΩΜΕΝΑ ΒΟΥΣΤΑΣΙΑ» συνεχίζω ἐγὼ ἀναλαβὼν τὸ ἐνεργητικὸν καὶ παθητικὸν τῆς διαλυθείσης ἑταιρείας. bbox=[629, 1805, 1084, 1942]
decree-minister: Ὁ ἐπὶ τῶν Στρατιωτικῶν ὑπουργὸς ΕΛΕΥΘ. Κ. ΒΕΝΙΖΕΛΟΣ bbox=[1121, 2001, 1280, 2046]
masthead bbox=[0, 0, 1540, 89]
article-heading: ΔΙΑ ΤΟ ΛΑΘΡΕΜΠΟΡΙΟΝ bbox=[1317, 1321, 1508, 1336]
article-text: Τὸ Διάταγμα περὶ τῶν ἐφέδρων τοῦ 1904 δημοσιεύθη ὡς ἀκολούθως: bbox=[1101, 1606, 1300, 1652]
ad-salutation: Πρὸς τοὺς ἀξιοτίμους κ. κ. πελάτας τοῦ ἡμετέρου καταστήματος ὡς καὶ πάντας τοὺς μετὰ τούτου συναλλασσομένους. bbox=[638, 1768, 1075, 1798]
